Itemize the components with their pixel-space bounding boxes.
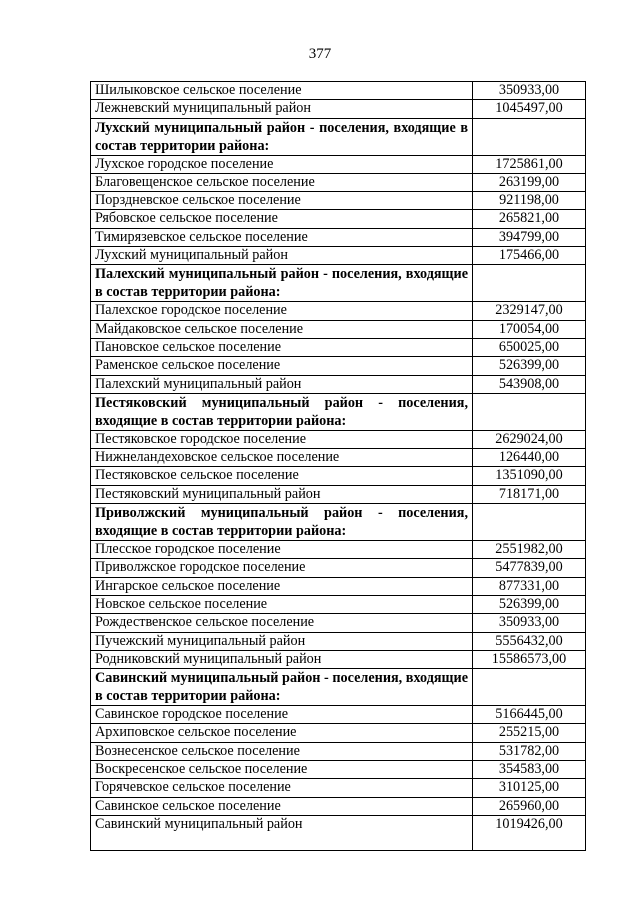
amount-cell: 350933,00: [473, 614, 586, 632]
settlement-name-cell: Благовещенское сельское поселение: [91, 173, 473, 191]
district-header-row: [91, 265, 586, 302]
settlement-name-cell: Пестяковский муниципальный район: [91, 485, 473, 503]
settlement-name-cell: Рождественское сельское поселение: [91, 614, 473, 632]
amount-cell: 5556432,00: [473, 632, 586, 650]
amount-cell: [473, 393, 586, 430]
table-row: [91, 467, 586, 485]
table-row: [91, 632, 586, 650]
table-row: [91, 375, 586, 393]
settlement-name-cell: Лухский муниципальный район: [91, 247, 473, 265]
amount-cell: 5477839,00: [473, 559, 586, 577]
table-row: [91, 577, 586, 595]
amount-cell: 2629024,00: [473, 430, 586, 448]
table-row: [91, 228, 586, 246]
table-row: [91, 797, 586, 815]
amount-cell: [473, 669, 586, 706]
settlement-name-cell: Пестяковское городское поселение: [91, 430, 473, 448]
table-row: [91, 541, 586, 559]
settlement-name-cell: Горячевское сельское поселение: [91, 779, 473, 797]
table-row: [91, 779, 586, 797]
table-row: [91, 595, 586, 613]
table-row: [91, 338, 586, 356]
amount-cell: [473, 265, 586, 302]
table-row: [91, 724, 586, 742]
amount-cell: [473, 504, 586, 541]
amount-cell: 263199,00: [473, 173, 586, 191]
table-row: [91, 559, 586, 577]
settlement-name-cell: Майдаковское сельское поселение: [91, 320, 473, 338]
amount-cell: 718171,00: [473, 485, 586, 503]
table-row: [91, 247, 586, 265]
settlement-name-cell: Лухское городское поселение: [91, 155, 473, 173]
district-header-cell: Лухский муниципальный район - поселения, входящие в состав территории района:: [91, 118, 473, 155]
settlement-name-cell: Савинское сельское поселение: [91, 797, 473, 815]
amount-cell: [473, 118, 586, 155]
amount-cell: 1019426,00: [473, 815, 586, 850]
amount-cell: 2329147,00: [473, 302, 586, 320]
settlement-name-cell: Пучежский муниципальный район: [91, 632, 473, 650]
table-row: [91, 485, 586, 503]
settlement-name-cell: Ингарское сельское поселение: [91, 577, 473, 595]
amount-cell: 175466,00: [473, 247, 586, 265]
table-row: [91, 449, 586, 467]
table-row: [91, 82, 586, 100]
settlement-name-cell: Архиповское сельское поселение: [91, 724, 473, 742]
amount-cell: 650025,00: [473, 338, 586, 356]
table-row: [91, 100, 586, 118]
table-row: [91, 320, 586, 338]
table-row: [91, 761, 586, 779]
amount-cell: 1725861,00: [473, 155, 586, 173]
amount-cell: 526399,00: [473, 357, 586, 375]
district-header-row: [91, 393, 586, 430]
table-row: [91, 192, 586, 210]
amount-cell: 310125,00: [473, 779, 586, 797]
settlement-name-cell: Воскресенское сельское поселение: [91, 761, 473, 779]
district-header-cell: Приволжский муниципальный район - поселения, входящие в состав территории района:: [91, 504, 473, 541]
amount-cell: 265821,00: [473, 210, 586, 228]
table-row: [91, 706, 586, 724]
table-row: [91, 650, 586, 668]
table-row: [91, 155, 586, 173]
page-number: 377: [308, 46, 332, 62]
table-row: [91, 173, 586, 191]
amount-cell: 526399,00: [473, 595, 586, 613]
amount-cell: 170054,00: [473, 320, 586, 338]
table-row: [91, 302, 586, 320]
settlement-name-cell: Палехское городское поселение: [91, 302, 473, 320]
table-row: [91, 742, 586, 760]
district-header-row: [91, 669, 586, 706]
amount-cell: 531782,00: [473, 742, 586, 760]
amount-cell: 265960,00: [473, 797, 586, 815]
settlement-name-cell: Нижнеландеховское сельское поселение: [91, 449, 473, 467]
settlement-name-cell: Пестяковское сельское поселение: [91, 467, 473, 485]
district-header-row: [91, 118, 586, 155]
amount-cell: 126440,00: [473, 449, 586, 467]
amount-cell: 354583,00: [473, 761, 586, 779]
allocation-table: [90, 81, 586, 851]
amount-cell: 877331,00: [473, 577, 586, 595]
settlement-name-cell: Вознесенское сельское поселение: [91, 742, 473, 760]
settlement-name-cell: Палехский муниципальный район: [91, 375, 473, 393]
settlement-name-cell: Порздневское сельское поселение: [91, 192, 473, 210]
settlement-name-cell: Родниковский муниципальный район: [91, 650, 473, 668]
settlement-name-cell: Пановское сельское поселение: [91, 338, 473, 356]
amount-cell: 15586573,00: [473, 650, 586, 668]
amount-cell: 1045497,00: [473, 100, 586, 118]
amount-cell: 255215,00: [473, 724, 586, 742]
amount-cell: 921198,00: [473, 192, 586, 210]
settlement-name-cell: Рябовское сельское поселение: [91, 210, 473, 228]
district-header-row: [91, 504, 586, 541]
table-body: [91, 82, 586, 851]
settlement-name-cell: Шилыковское сельское поселение: [91, 82, 473, 100]
settlement-name-cell: Савинское городское поселение: [91, 706, 473, 724]
table-row: [91, 614, 586, 632]
amount-cell: 5166445,00: [473, 706, 586, 724]
table-row: [91, 815, 586, 850]
amount-cell: 350933,00: [473, 82, 586, 100]
amount-cell: 1351090,00: [473, 467, 586, 485]
district-header-cell: Палехский муниципальный район - поселения, входящие в состав территории района:: [91, 265, 473, 302]
settlement-name-cell: Плесское городское поселение: [91, 541, 473, 559]
table-row: [91, 357, 586, 375]
settlement-name-cell: Новское сельское поселение: [91, 595, 473, 613]
table-row: [91, 210, 586, 228]
settlement-name-cell: Савинский муниципальный район: [91, 815, 473, 850]
settlement-name-cell: Тимирязевское сельское поселение: [91, 228, 473, 246]
amount-cell: 394799,00: [473, 228, 586, 246]
amount-cell: 2551982,00: [473, 541, 586, 559]
table-row: [91, 430, 586, 448]
settlement-name-cell: Раменское сельское поселение: [91, 357, 473, 375]
district-header-cell: Савинский муниципальный район - поселения, входящие в состав территории района:: [91, 669, 473, 706]
settlement-name-cell: Приволжское городское поселение: [91, 559, 473, 577]
district-header-cell: Пестяковский муниципальный район - поселения, входящие в состав территории района:: [91, 393, 473, 430]
amount-cell: 543908,00: [473, 375, 586, 393]
settlement-name-cell: Лежневский муниципальный район: [91, 100, 473, 118]
